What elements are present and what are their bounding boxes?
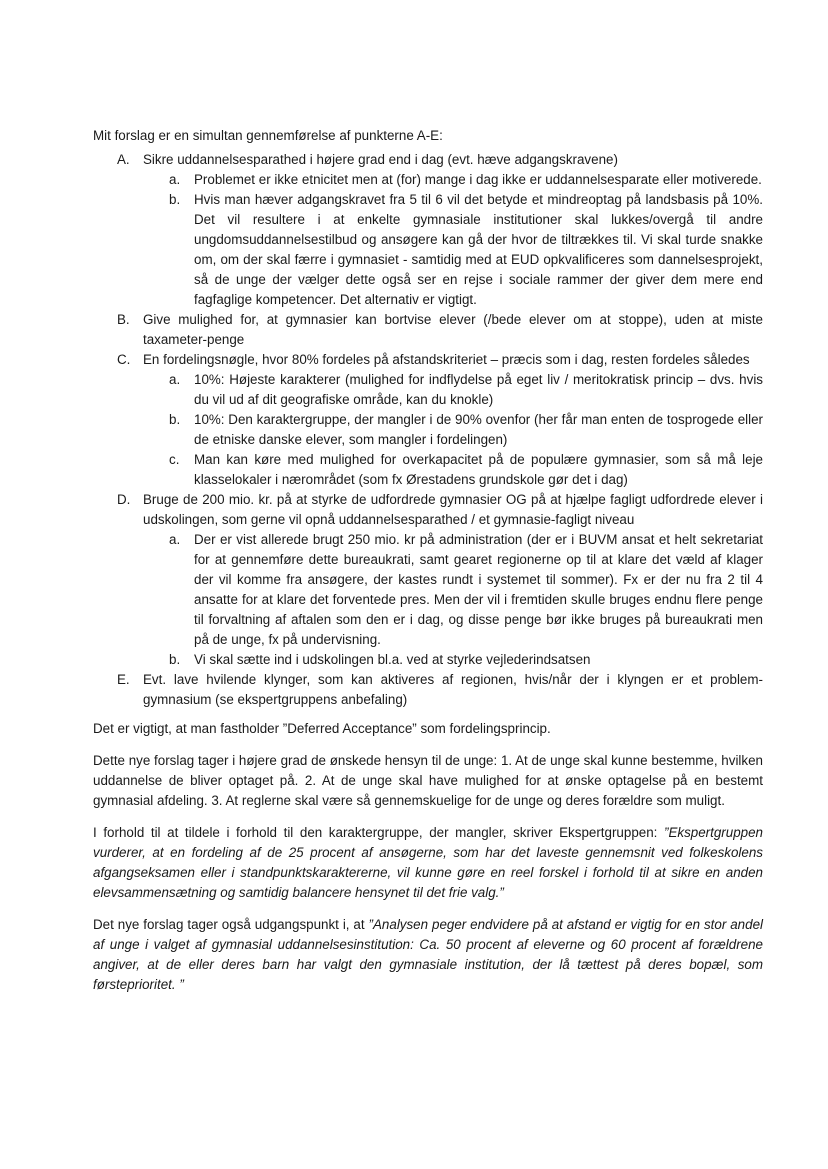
quote-text: ”Analysen peger endvidere på at afstand er vigtig for en stor andel af unge i valget af gymnasial uddannelsesinstitution: Ca. 50 procent af eleverne og 60 procent af forældrene angiver, at de eller deres barn har valgt den gymnasiale institution, der lå tættest på deres bopæl, som førsteprioritet. ” (93, 917, 763, 992)
list-item-d (93, 490, 763, 530)
list-marker: B. (117, 312, 130, 327)
sub-item-text: Der er vist allerede brugt 250 mio. kr på administration (der er i BUVM ansat et helt sekretariat for at gennemføre dette bureaukrati, samt gearet regionerne op til at klare det væld af klager der vil komme fra ansøgere, der kastes rundt i systemet til sommer). Fx er der nu fra 2 til 4 ansatte for at klare det forventede pres. Men der vil i fremtiden skulle bruges endnu flere penge til forvaltning af aftalen som den er i dag, og disse penge bør ikke bruges på bureaukrati men på de unge, fx på undervisning. (194, 532, 763, 647)
list-item-e (93, 670, 763, 710)
paragraph-considerations: Dette nye forslag tager i højere grad de ønskede hensyn til de unge: 1. At de unge skal kunne bestemme, hvilken uddannelse de bliver optaget på. 2. At de unge skal have mulighed for at ønske optagelse på en bestemt gymnasial afdeling. 3. At reglerne skal være så gennemskuelige for de unge og deres forældre som muligt. (93, 753, 763, 808)
sub-marker: b. (169, 192, 181, 207)
paragraph-lead: Det nye forslag tager også udgangspunkt i, at (93, 917, 369, 932)
sub-marker: b. (169, 652, 181, 667)
quote-text: ”Ekspertgruppen vurderer, at en fordeling af de 25 procent af ansøgerne, som har det laveste gennemsnit ved folkeskolens afgangseksamen eller i standpunktskaraktererne, vil kunne gøre en reel forskel i forhold til at sikre en anden elevsammensætning og samtidig balancere hensynet til det frie valg.” (93, 825, 763, 900)
sub-marker: c. (169, 452, 180, 467)
sub-marker: a. (169, 532, 181, 547)
intro-text: Mit forslag er en simultan gennemførelse af punkterne A-E: (93, 128, 443, 143)
list-item-text: En fordelingsnøgle, hvor 80% fordeles på afstandskriteriet – præcis som i dag, resten fordeles således (143, 352, 750, 367)
list-item-b (93, 310, 763, 350)
list-marker: D. (117, 492, 131, 507)
sub-item-c-a (93, 370, 763, 410)
document-body (93, 126, 763, 995)
list-item-text: Bruge de 200 mio. kr. på at styrke de udfordrede gymnasier OG på at hjælpe fagligt udfordrede elever i udskolingen, som gerne vil opnå uddannelsesparathed / et gymnasie-fagligt niveau (143, 492, 763, 527)
sub-item-text: Man kan køre med mulighed for overkapacitet på de populære gymnasier, som så må leje klasselokaler i nærområdet (som fx Ørestadens grundskole gør det i dag) (194, 452, 763, 487)
list-marker: E. (117, 672, 130, 687)
sub-item-text: Problemet er ikke etnicitet men at (for) mange i dag ikke er uddannelsesparate eller motiverede. (194, 172, 762, 187)
list-item-a (93, 150, 763, 170)
paragraph-lead: I forhold til at tildele i forhold til den karaktergruppe, der mangler, skriver Ekspertgruppen: (93, 825, 664, 840)
list-item-c (93, 350, 763, 370)
list-item-text: Evt. lave hvilende klynger, som kan aktiveres af regionen, hvis/når der i klyngen er et problem-gymnasium (se ekspertgruppens anbefaling) (143, 672, 763, 707)
sub-item-a-a (93, 170, 763, 190)
sub-marker: a. (169, 172, 181, 187)
list-item-text: Give mulighed for, at gymnasier kan bortvise elever (/bede elever om at stoppe), uden at miste taxameter-penge (143, 312, 763, 347)
sub-item-d-a (93, 530, 763, 650)
paragraph-expert-group-quote (93, 823, 763, 903)
sub-item-c-c (93, 450, 763, 490)
paragraph-analysis-quote (93, 915, 763, 995)
sub-item-a-b (93, 190, 763, 310)
list-marker: C. (117, 352, 131, 367)
sub-marker: a. (169, 372, 181, 387)
sub-item-text: 10%: Den karaktergruppe, der mangler i de 90% ovenfor (her får man enten de tosprogede eller de etniske danske elever, som mangler i fordelingen) (194, 412, 763, 447)
sub-item-text: 10%: Højeste karakterer (mulighed for indflydelse på eget liv / meritokratisk princip – dvs. hvis du vil ud af dit geografiske område, kan du knokle) (194, 372, 763, 407)
list-item-text: Sikre uddannelsesparathed i højere grad end i dag (evt. hæve adgangskravene) (143, 152, 618, 167)
sub-marker: b. (169, 412, 181, 427)
sub-item-c-b (93, 410, 763, 450)
list-marker: A. (117, 152, 130, 167)
sub-item-d-b (93, 650, 763, 670)
paragraph-deferred-acceptance: Det er vigtigt, at man fastholder ”Deferred Acceptance” som fordelingsprincip. (93, 721, 551, 736)
sub-item-text: Hvis man hæver adgangskravet fra 5 til 6 vil det betyde et mindreoptag på landsbasis på 10%. Det vil resultere i at enkelte gymnasiale institutioner skal lukkes/overgå til andre ungdomsuddannelsestilbud og ansøgere kan gå der hvor de tiltrækkes til. Vi skal turde snakke om, om der skal færre i gymnasiet - samtidig med at EUD opkvalificeres som dannelsesprojekt, så de unge der vælger dette også ser en rejse i sociale rammer der giver dem mere end fagfaglige kompetencer. Det alternativ er vigtigt. (194, 192, 763, 307)
sub-item-text: Vi skal sætte ind i udskolingen bl.a. ved at styrke vejlederindsatsen (194, 652, 591, 667)
